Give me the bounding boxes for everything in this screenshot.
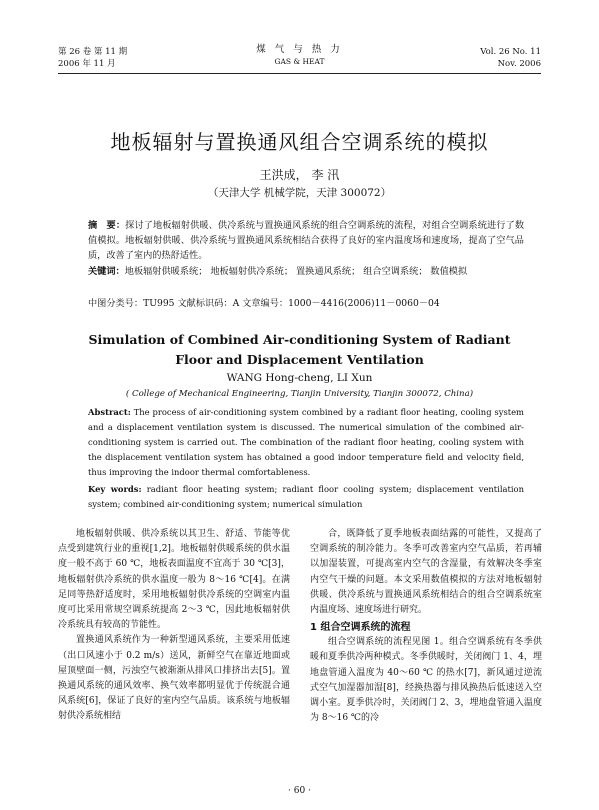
body-column-left <box>58 527 290 725</box>
abstract-en <box>88 405 524 480</box>
date-en: Nov. 2006 <box>497 59 541 69</box>
body-paragraph: 合，既降低了夏季地板表面结露的可能性，又提高了空调系统的制冷能力。冬季可改善室内空气品质，若再辅以加湿装置，可提高室内空气的含湿量，有效解决冬季室内空气干燥的问题。本文采用数值模拟的方法对地板辐射供暖、供冷系统与置换通风系统相结合的组合空调系统室内温度场、速度场进行研究。 <box>310 529 542 616</box>
abstract-cn-text: 探讨了地板辐射供暖、供冷系统与置换通风系统的组合空调系统的流程，对组合空调系统进行了数值模拟。地板辐射供暖、供冷系统与置换通风系统相结合获得了良好的室内温度场和速度场，提高了空气品质，改善了室内的热舒适性。 <box>88 220 525 261</box>
keywords-en <box>88 482 524 512</box>
volume-en: Vol. 26 No. 11 <box>480 47 541 57</box>
journal-name-cn: 煤 气 与 热 力 <box>256 44 343 55</box>
journal-name-en: GAS & HEAT <box>274 57 325 66</box>
affiliation-cn: （天津大学 机械学院，天津 300072） <box>207 187 392 199</box>
abstract-en-label: Abstract: <box>88 407 131 417</box>
body-column-right <box>310 527 542 726</box>
keywords-cn-label: 关键词： <box>88 266 125 277</box>
classification-cn: 中图分类号：TU995 文献标识码：A 文章编号：1000－4416(2006)11－0060－04 <box>88 298 440 309</box>
keywords-en-text: radiant floor heating system; radiant floor cooling system; displacement ventilation system; combined air-conditioning system; numerical simulation <box>88 484 524 509</box>
title-en <box>0 330 599 370</box>
volume-cn: 第 26 卷 第 11 期 <box>58 47 128 57</box>
body-paragraph: 置换通风系统作为一种新型通风系统，主要采用低速（出口风速小于 0.2 m/s）送风，新鲜空气在靠近地面或屋顶壁面一侧，污浊空气被渐渐从排风口排挤出去[5]。置换通风系统的通风效率、换气效率都明显优于传统混合通风系统[6]，保证了良好的室内空气品质。该系统与地板辐射供冷系统相结 <box>58 635 290 722</box>
authors-en: WANG Hong-cheng, LI Xun <box>226 372 373 384</box>
header-rule <box>58 73 541 74</box>
authors-cn: 王洪成， 李 汛 <box>259 168 340 182</box>
title-cn: 地板辐射与置换通风组合空调系统的模拟 <box>110 130 489 154</box>
section-heading: 1 组合空调系统的流程 <box>310 622 411 634</box>
abstract-cn-label: 摘 要： <box>88 220 126 231</box>
abstract-en-text: The process of air-conditioning system combined by a radiant floor heating, cooling system and a displacement ventilation system is discussed. The numerical simulation of the combined air-conditioning system is carried out. The combination of the radiant floor heating, cooling system with the displacement ventilation system has obtained a good indoor temperature field and velocity field, thus improving the indoor thermal comfortableness. <box>88 407 524 477</box>
header-right <box>480 46 541 70</box>
keywords-cn-text: 地板辐射供暖系统； 地板辐射供冷系统； 置换通风系统； 组合空调系统； 数值模拟 <box>124 266 468 277</box>
keywords-cn <box>88 264 524 279</box>
body-paragraph: 地板辐射供暖、供冷系统以其卫生、舒适、节能等优点受到建筑行业的重视[1,2]。地板辐射供暖系统的供水温度一般不高于 60 ℃，地板表面温度不宜高于 30 ℃[3]，地板辐射供冷系统的供水温度一般为 8～16 ℃[4]。在满足同等热舒适度时，采用地板辐射供冷系统的空调室内温度可比采用常规空调系统提高 2～3 ℃，因此地板辐射供冷系统具有较高的节能性。 <box>58 529 290 631</box>
abstract-cn <box>88 218 524 263</box>
title-en-line1: Simulation of Combined Air-conditioning System of Radiant <box>88 332 511 347</box>
page-number: · 60 · <box>288 786 311 796</box>
title-en-line2: Floor and Displacement Ventilation <box>175 352 424 367</box>
affiliation-en: ( College of Mechanical Engineering, Tianjin University, Tianjin 300072, China) <box>125 389 474 399</box>
keywords-en-label: Key words: <box>88 484 142 494</box>
body-paragraph: 组合空调系统的流程见图 1。组合空调系统有冬季供暖和夏季供冷两种模式。冬季供暖时，关闭阀门 1、4，埋地盘管通入温度为 40～60 ℃ 的热水[7]，新风通过逆流式空气加湿器加湿[8]，经换热器与排风换热后低速送入空调小室。夏季供冷时，关闭阀门 2、3，埋地盘管通入温度为 8～16 ℃的冷 <box>310 637 542 724</box>
date-cn: 2006 年 11 月 <box>58 59 116 69</box>
